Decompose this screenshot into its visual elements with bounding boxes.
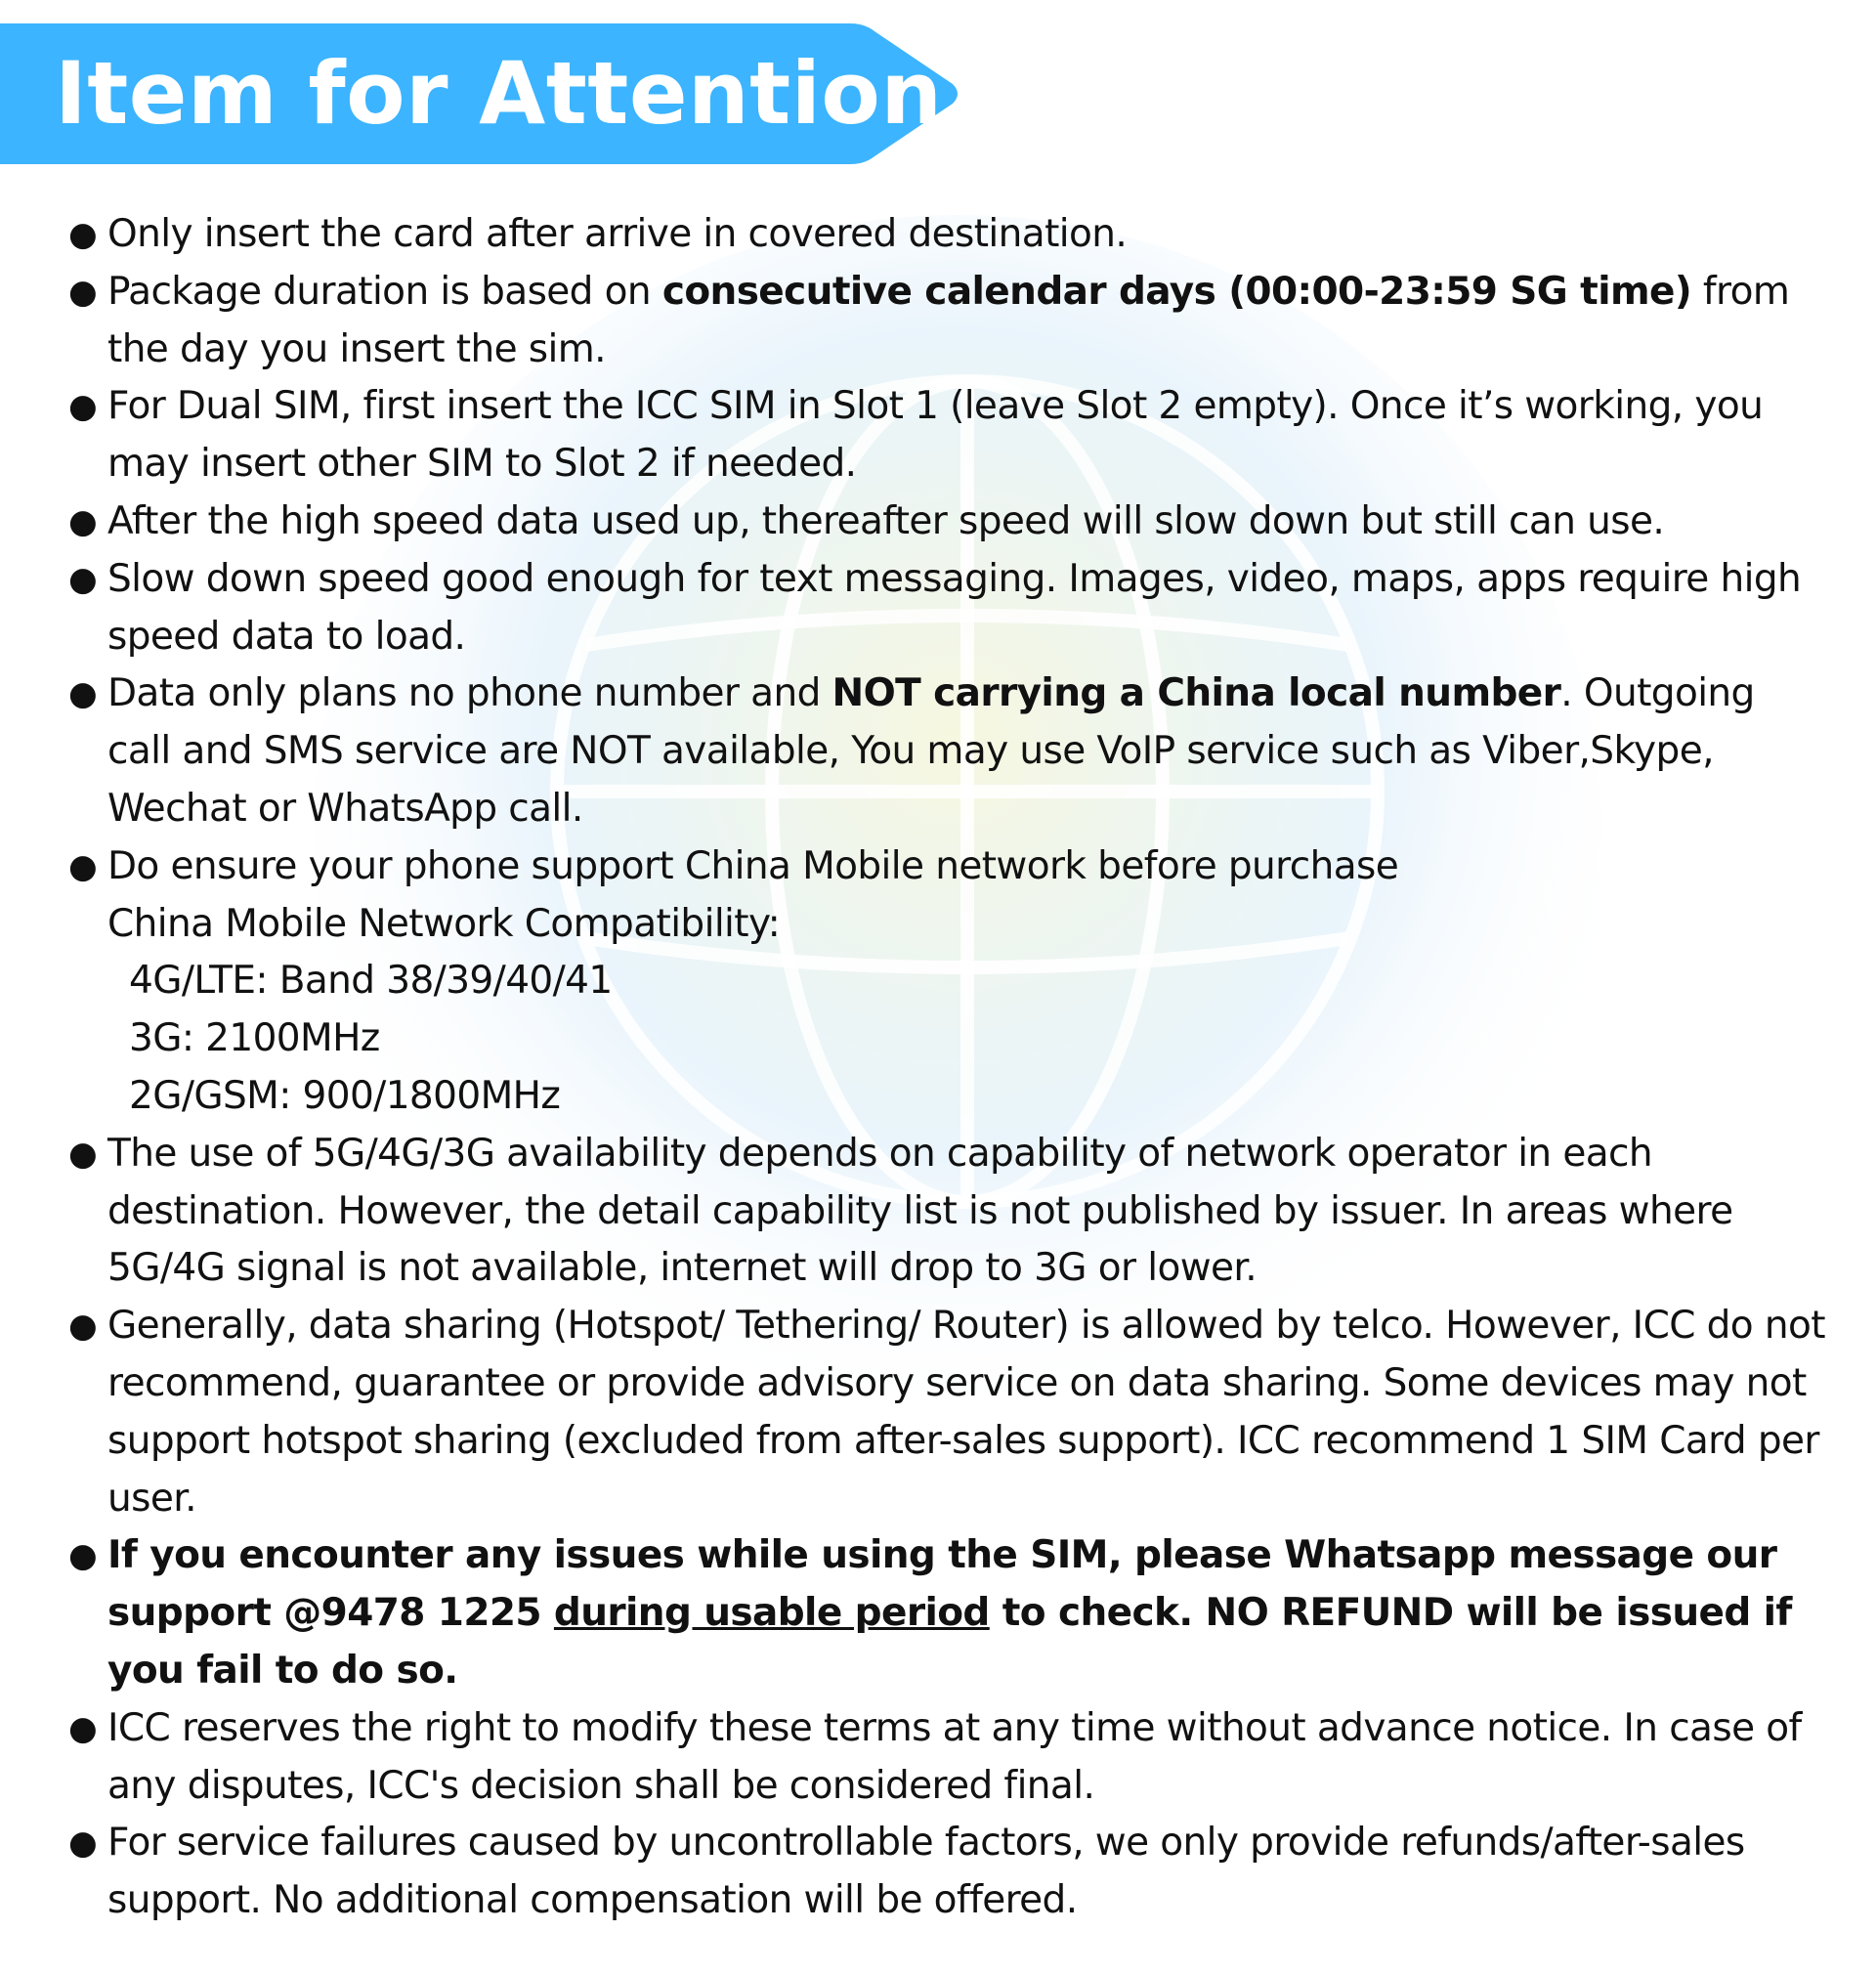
bullet-icon: ●	[68, 846, 98, 886]
band-2g: 2G/GSM: 900/1800MHz	[129, 1073, 561, 1118]
list-item-support-warning: ● If you encounter any issues while using the SIM, please Whatsapp message our support @9478 1225 during usable period to check. NO REFUND will be issued if you fail to do so.	[66, 1527, 1825, 1699]
list-item: ● Slow down speed good enough for text messaging. Images, video, maps, apps require high speed data to load.	[66, 551, 1825, 666]
usable-period-text: during usable period	[553, 1591, 990, 1636]
bullet-icon: ●	[68, 1824, 98, 1864]
list-item: ● Generally, data sharing (Hotspot/ Tethering/ Router) is allowed by telco. However, ICC do not recommend, guarantee or provide advisory service on data sharing. Some devices may not support hotspot sharing (excluded from after-sales support). ICC recommend 1 SIM Card per user.	[66, 1298, 1825, 1527]
compatibility-heading: China Mobile Network Compatibility:	[107, 901, 781, 946]
list-item: ● For Dual SIM, first insert the ICC SIM in Slot 1 (leave Slot 2 empty). Once it’s working, you may insert other SIM to Slot 2 if needed.	[66, 378, 1825, 494]
list-item: ● For service failures caused by uncontrollable factors, we only provide refunds/after-sales support. No additional compensation will be offered.	[66, 1815, 1825, 1930]
bullet-icon: ●	[68, 387, 98, 427]
bullet-icon: ●	[68, 674, 98, 714]
bullet-icon: ●	[68, 215, 98, 254]
bullet-icon: ●	[68, 1708, 98, 1748]
section-header-banner	[0, 23, 962, 164]
list-item: ● Data only plans no phone number and NOT carrying a China local number. Outgoing call and SMS service are NOT available, You may use VoIP service such as Viber,Skype, Wechat or WhatsApp call.	[66, 665, 1825, 837]
bullet-icon: ●	[68, 559, 98, 599]
attention-list	[66, 206, 1825, 1930]
list-item: ● ICC reserves the right to modify these terms at any time without advance notice. In case of any disputes, ICC's decision shall be considered final.	[66, 1700, 1825, 1816]
list-item: ● After the high speed data used up, thereafter speed will slow down but still can use.	[66, 494, 1825, 551]
bullet-icon: ●	[68, 272, 98, 312]
list-item: ● Package duration is based on consecutive calendar days (00:00-23:59 SG time) from the day you insert the sim.	[66, 264, 1825, 379]
list-item: ● Only insert the card after arrive in covered destination.	[66, 206, 1825, 264]
bullet-icon: ●	[68, 1134, 98, 1174]
bullet-icon: ●	[68, 1307, 98, 1347]
emphasis-text: consecutive calendar days (00:00-23:59 SG time)	[661, 269, 1692, 314]
band-4g: 4G/LTE: Band 38/39/40/41	[129, 959, 613, 1004]
list-item: ● The use of 5G/4G/3G availability depends on capability of network operator in each destination. However, the detail capability list is not published by issuer. In areas where 5G/4G signal is not available, internet will drop to 3G or lower.	[66, 1126, 1825, 1298]
page-title: Item for Attention	[55, 43, 943, 144]
band-3g: 3G: 2100MHz	[129, 1016, 380, 1061]
emphasis-text: NOT carrying a China local number	[831, 671, 1561, 716]
list-item-compatibility: ● Do ensure your phone support China Mobile network before purchase China Mobile Network Compatibility: 4G/LTE: Band 38/39/40/41 3G: 2100MHz 2G/GSM: 900/1800MHz	[66, 838, 1825, 1126]
bullet-icon: ●	[68, 501, 98, 541]
bullet-icon: ●	[68, 1536, 98, 1576]
